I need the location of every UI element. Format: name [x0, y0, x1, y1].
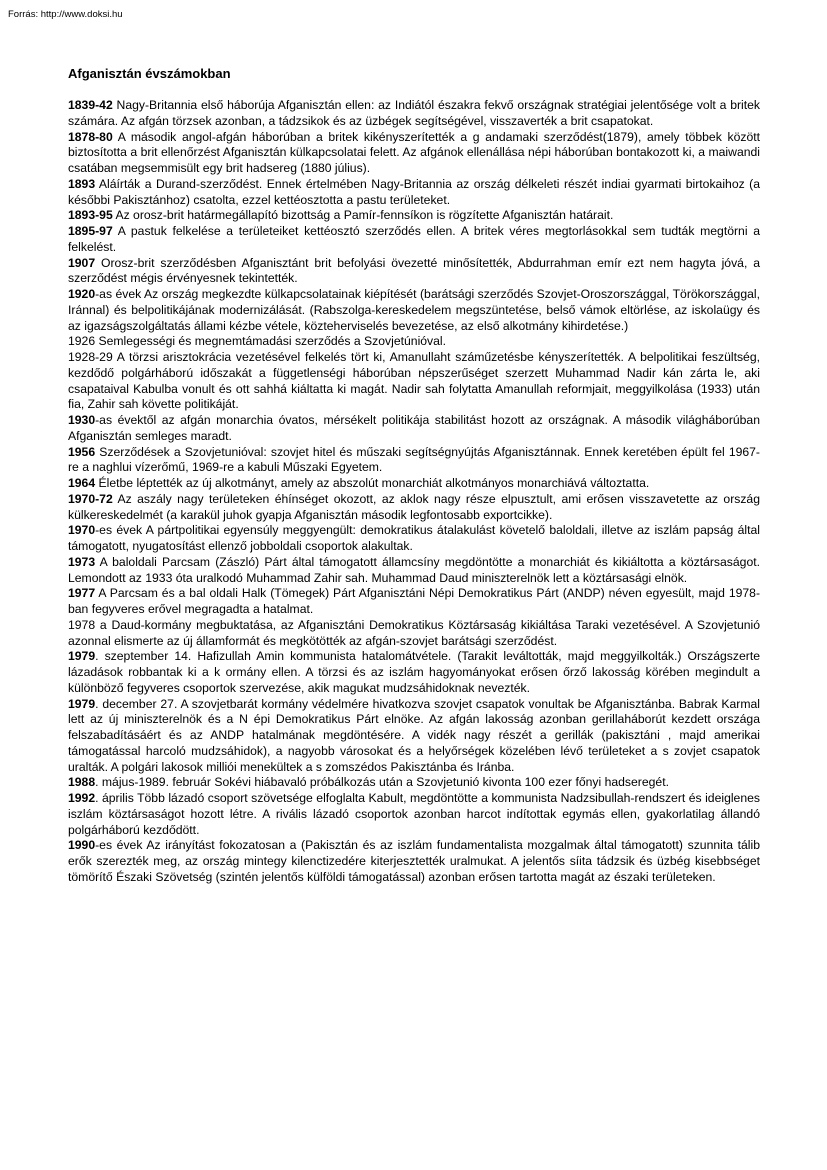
- entry-year: 1930: [68, 413, 96, 427]
- entry-text: . május-1989. február Sokévi hiábavaló próbálkozás után a Szovjetunió kivonta 100 ezer főnyi hadseregét.: [95, 775, 669, 790]
- timeline-entry: [68, 445, 760, 477]
- entry-year: 1979: [68, 696, 96, 711]
- entry-text: A pastuk felkelése a területeiket kettéosztó szerződés ellen. A britek véres megtorlásokkal sem tudták megtörni a felkelést.: [68, 224, 760, 254]
- entry-text: . április Több lázadó csoport szövetsége elfoglalta Kabult, megdöntötte a kommunista Nadzsibullah-rendszert és ideiglenes iszlám köztársaságot hozott létre. A rivális lázadó csoportok azonban harcot indítottak egymás ellen, gyakorlatilag állandó polgárháború kezdődött.: [68, 791, 760, 837]
- entry-year: 1973: [68, 554, 96, 569]
- entry-text: 1928-29 A törzsi arisztokrácia vezetésével felkelés tört ki, Amanullaht száműzetésbe kényszerítették. A belpolitikai feszültség, kezdődő polgárháború időszakát a függetlenségi háborúban népszerűséget szerzett Muhammad Nadir kán zárta le, aki csapataival Kabulba vonult és ott sahhá kiáltatta ki magát. Nadir sah folytatta Amanullah reformjait, meggyilkolása (1933) után fia, Zahir sah követte politikáját.: [68, 350, 760, 412]
- entry-text: Aláírták a Durand-szerződést. Ennek értelmében Nagy-Britannia az ország délkeleti részét indiai gyarmati birtokaihoz (a későbbi Pakisztánhoz) csatolta, ezzel kettéosztotta a pastu területeket.: [68, 176, 760, 207]
- entry-text: -as évektől az afgán monarchia óvatos, mérsékelt politikája stabilitást hozott az országnak. A második világháborúban Afganisztán semleges maradt.: [68, 413, 760, 443]
- timeline-entry: [68, 492, 760, 524]
- entry-year: 1970: [68, 523, 96, 538]
- entry-text: . szeptember 14. Hafizullah Amin kommunista hatalomátvétele. (Tarakit leváltották, majd meggyilkolták.) Országszerte lázadások robbantak ki a k ormány ellen. A törzsi és az iszlám hagyományokat erősen őrző lakosság körében megindult a különböző fegyveres csoportok szervezése, akik magukat mudzsáhidoknak nevezték.: [68, 649, 760, 695]
- timeline-entry: [68, 649, 760, 696]
- timeline-entry: [68, 287, 760, 334]
- entry-year: 1964: [68, 476, 96, 490]
- entry-year: 1956: [68, 444, 96, 459]
- entry-text: Orosz-brit szerződésben Afganisztánt brit befolyási övezetté minősítették, Abdurrahman emír ezt nem hagyta jóvá, a szerződést mégis érvényesnek tekintették.: [68, 255, 760, 286]
- entry-year: 1893: [68, 176, 96, 191]
- entry-year: 1895-97: [68, 224, 113, 238]
- timeline-entry: [68, 413, 760, 445]
- entry-text: A második angol-afgán háborúban a britek kikényszerítették a g andamaki szerződést(1879), amely többek között biztosította a brit ellenőrzést Afganisztán külkapcsolatai felett. Az afgánok ellenállása népi háborúban bontakozott ki, a maiwandi csatában megsemmisült egy brit hadsereg (1880 július).: [68, 129, 760, 175]
- timeline-entry: [68, 256, 760, 288]
- entry-year: 1878-80: [68, 129, 113, 144]
- entry-text: -es évek Az irányítást fokozatosan a (Pakisztán és az iszlám fundamentalista mozgalmak által támogatott) szunnita tálib erők szerezték meg, az ország mintegy kilenctizedére kiterjesztették uralmukat. A jelentős síita tádzsik és üzbég kisebbséget tömörítő Északi Szövetség (szintén jelentős külföldi támogatással) azonban erősen tartotta magát az északi területeken.: [68, 838, 760, 884]
- entry-text: Szerződések a Szovjetunióval: szovjet hitel és műszaki segítségnyújtás Afganisztánnak. Ennek keretében épült fel 1967-re a naghlui vízerőmű, 1969-re a kabuli Műszaki Egyetem.: [68, 444, 760, 475]
- timeline-entry: [68, 618, 760, 650]
- entry-text: Az aszály nagy területeken éhínséget okozott, az aklok nagy része elpusztult, ami erősen visszavetette az ország külkereskedelmét (a karakül juhok gyapja Afganisztán második legfontosabb exportcikke).: [68, 491, 760, 522]
- entry-year: 1907: [68, 255, 96, 270]
- entry-year: 1920: [68, 287, 96, 301]
- entry-year: 1979: [68, 649, 96, 664]
- timeline-entry: [68, 697, 760, 776]
- timeline-entry: [68, 523, 760, 555]
- document-body: [68, 98, 760, 886]
- entry-year: 1839-42: [68, 98, 113, 112]
- timeline-entry: [68, 350, 760, 413]
- timeline-entry: [68, 791, 760, 838]
- entry-year: 1990: [68, 838, 96, 853]
- entry-year: 1988: [68, 775, 96, 790]
- timeline-entry: [68, 476, 760, 492]
- entry-year: 1970-72: [68, 491, 113, 506]
- timeline-entry: [68, 555, 760, 587]
- entry-text: . december 27. A szovjetbarát kormány védelmére hivatkozva szovjet csapatok vonultak be Afganisztánba. Babrak Karmal lett az új miniszterelnök és a N épi Demokratikus Párt elnöke. Az afgán lakosság azonban gerillaháborút kezdett országa felszabadításáért és az ANDP hatalmának megdöntésére. A vidék nagy részét a gerillák (pakisztáni , majd amerikai támogatással harcoló mudzsáhidok), a nagyobb városokat és a helyőrségek közelében lévő területeket a s zovjet csapatok uralták. A polgári lakosok milliói menekültek a s zomszédos Pakisztánba és Iránba.: [68, 696, 760, 774]
- timeline-entry: [68, 98, 760, 130]
- entry-text: -es évek A pártpolitikai egyensúly meggyengült: demokratikus átalakulást követelő baloldali, illetve az iszlám papság által támogatott, nyugatosítást ellenző jobboldali csoportok alakultak.: [68, 523, 760, 553]
- entry-text: 1926 Semlegességi és megnemtámadási szerződés a Szovjetúnióval.: [68, 334, 447, 349]
- timeline-entry: [68, 208, 760, 224]
- timeline-entry: [68, 177, 760, 209]
- timeline-entry: [68, 334, 760, 350]
- entry-year: 1977: [68, 586, 96, 601]
- page-title: Afganisztán évszámokban: [68, 66, 231, 81]
- entry-text: Az orosz-brit határmegállapító bizottság a Pamír-fennsíkon is rögzítette Afganisztán határait.: [112, 208, 614, 223]
- timeline-entry: [68, 838, 760, 885]
- entry-year: 1992: [68, 791, 96, 805]
- entry-text: Nagy-Britannia első háborúja Afganisztán ellen: az Indiától északra fekvő országnak stratégiai jelentősége volt a britek számára. Az afgán törzsek azonban, a tádzsikok és az üzbégek segítségével, visszaverték a brit csapatokat.: [68, 98, 760, 128]
- entry-text: Életbe léptették az új alkotmányt, amely az abszolút monarchiát alkotmányos monarchiává változtatta.: [95, 476, 650, 490]
- timeline-entry: [68, 224, 760, 256]
- entry-text: 1978 a Daud-kormány megbuktatása, az Afganisztáni Demokratikus Köztársaság kikiáltása Taraki vezetésével. A Szovjetunió azonnal elismerte az új államformát és megkötötték az afgán-szovjet barátsági szerződést.: [68, 617, 760, 648]
- timeline-entry: [68, 130, 760, 177]
- entry-text: -as évek Az ország megkezdte külkapcsolatainak kiépítését (barátsági szerződés Szovjet-Oroszországgal, Törökországgal, Iránnal) és belpolitikájának modernizálását. (Rabszolga-kereskedelem megszüntetése, belső vámok eltörlése, az iskolaügy és az igazságszolgáltatás állami kézbe vétele, közteherviselés bevezetése, az első alkotmány kihirdetése.): [68, 287, 760, 333]
- timeline-entry: [68, 586, 760, 618]
- entry-text: A Parcsam és a bal oldali Halk (Tömegek) Párt Afganisztáni Népi Demokratikus Párt (ANDP) néven egyesült, majd 1978-ban fegyveres erővel megragadta a hatalmat.: [68, 586, 760, 616]
- source-url: Forrás: http://www.doksi.hu: [8, 9, 123, 20]
- entry-text: A baloldali Parcsam (Zászló) Párt által támogatott államcsíny megdöntötte a monarchiát és kikiáltotta a köztársaságot. Lemondott az 1933 óta uralkodó Muhammad Zahir sah. Muhammad Daud miniszterelnök lett a köztársasági elnök.: [68, 554, 760, 585]
- entry-year: 1893-95: [68, 208, 113, 223]
- timeline-entry: [68, 775, 760, 791]
